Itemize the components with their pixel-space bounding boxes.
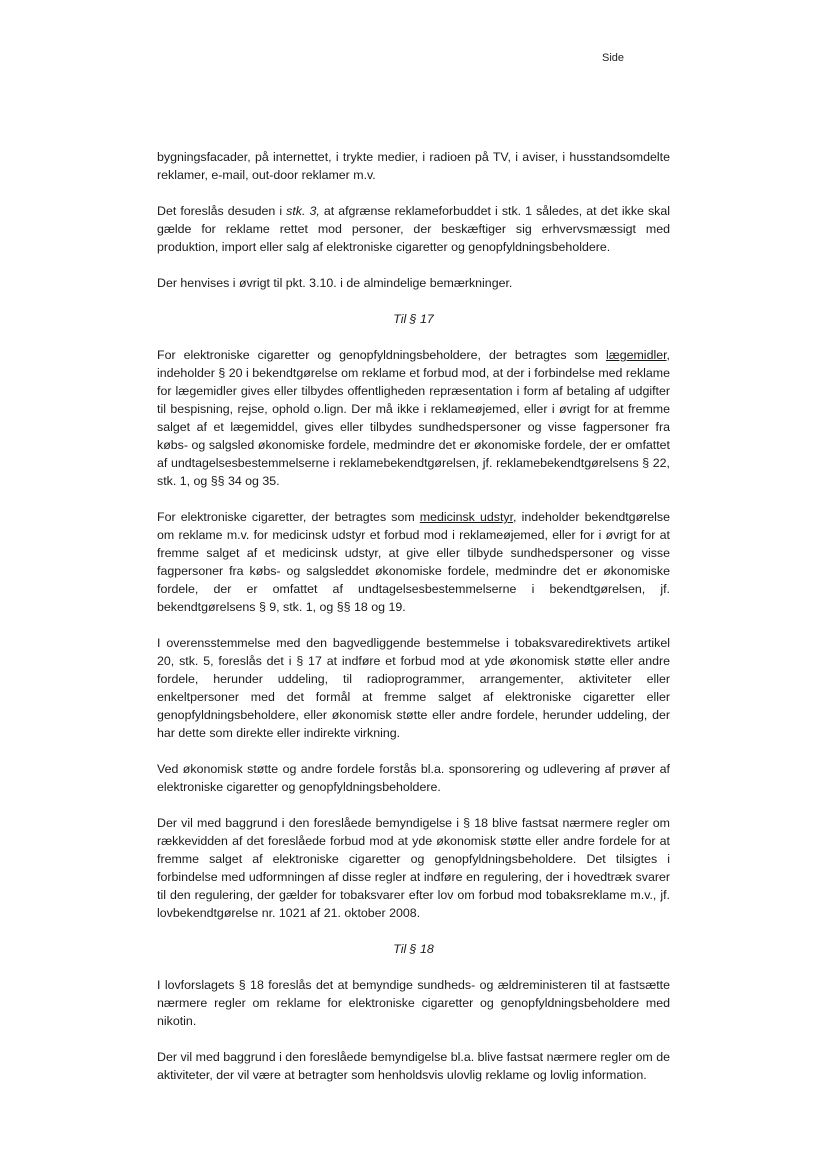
page-header-label: Side: [602, 52, 625, 64]
section-heading-17: Til § 17: [393, 312, 434, 326]
text-run: For elektroniske cigaretter, der betragtes som: [157, 510, 420, 524]
paragraph-reference: Der henvises i øvrigt til pkt. 3.10. i de almindelige bemærkninger.: [157, 276, 513, 290]
link-medicinsk-udstyr[interactable]: medicinsk udstyr: [419, 510, 514, 524]
paragraph-stk3: [157, 202, 670, 256]
paragraph-directive: I overensstemmelse med den bagvedliggende bestemmelse i tobaksvaredirektivets artikel 20, stk. 5, foreslås det i § 17 at indføre et forbud mod at yde økonomisk støtte eller andre fordele, herunder uddeling, til radioprogrammer, arrangementer, aktiviteter eller enkeltpersoner med det formål at fremme salget af elektroniske cigaretter eller genopfyldningsbeholdere, eller økonomisk støtte eller andre fordele, herunder uddeling, der har dette som direkte eller indirekte virkning.: [157, 636, 670, 740]
text-run: , indeholder § 20 i bekendtgørelse om reklame et forbud mod, at der i forbindelse med reklame for lægemidler gives eller tilbydes offentligheden repræsentation i form af betaling af udgifter til bespisning, rejse, ophold o.lign. Der må ikke i reklameøjemed, eller i øvrigt for at fremme salget af et lægemiddel, gives eller tilbydes sundhedspersoner og visse fagpersoner fra købs- og salgsled økonomiske fordele, medmindre det er økonomiske fordele, der er omfattet af undtagelsesbestemmelserne i reklamebekendtgørelsen, jf. reklamebekendtgørelsens § 22, stk. 1, og §§ 34 og 35.: [157, 348, 670, 488]
paragraph-authorization: Der vil med baggrund i den foreslåede bemyndigelse i § 18 blive fastsat nærmere regler om rækkevidden af det foreslåede forbud mod at yde økonomisk støtte eller andre fordele for at fremme salget af elektroniske cigaretter og genopfyldningsbeholdere. Det tilsigtes i forbindelse med udformningen af disse regler at indføre en regulering, der i hovedtræk svarer til den regulering, der gælder for tobaksvarer efter lov om forbud mod tobaksreklame m.v., jf. lovbekendtgørelse nr. 1021 af 21. oktober 2008.: [157, 816, 670, 920]
paragraph-activities: Der vil med baggrund i den foreslåede bemyndigelse bl.a. blive fastsat nærmere regler om de aktiviteter, der vil være at betragter som henholdsvis ulovlig reklame og lovlig information.: [157, 1050, 670, 1082]
text-run: Det foreslås desuden i: [157, 204, 287, 218]
paragraph-support-definition: Ved økonomisk støtte og andre fordele forstås bl.a. sponsorering og udlevering af prøver af elektroniske cigaretter og genopfyldningsbeholdere.: [157, 762, 670, 794]
italic-reference: stk. 3,: [286, 204, 320, 218]
text-run: For elektroniske cigaretter og genopfyldningsbeholdere, der betragtes som: [157, 348, 606, 362]
text-run: at afgrænse reklameforbuddet i stk. 1 således, at det ikke skal gælde for reklame rettet mod personer, der beskæftiger sig erhvervsmæssigt med produktion, import eller salg af elektroniske cigaretter og genopfyldningsbeholdere.: [157, 204, 671, 254]
paragraph-media-list: bygningsfacader, på internettet, i trykte medier, i radioen på TV, i aviser, i husstandsomdelte reklamer, e-mail, out-door reklamer m.v.: [157, 150, 670, 182]
paragraph-laegemidler: [157, 346, 670, 490]
document-body: [157, 148, 670, 1102]
link-laegemidler[interactable]: lægemidler: [605, 348, 667, 362]
text-run: , indeholder bekendtgørelse om reklame m.v. for medicinsk udstyr et forbud mod i reklameøjemed, eller for i øvrigt for at fremme salget af et medicinsk udstyr, at give eller tilbyde sundhedspersoner og visse fagpersoner fra købs- og salgsleddet økonomiske fordele, medmindre det er økonomiske fordele, der er omfattet af undtagelsesbestemmelserne i bekendtgørelsen, jf. bekendtgørelsens § 9, stk. 1, og §§ 18 og 19.: [157, 510, 670, 614]
section-heading-18: Til § 18: [393, 942, 434, 956]
paragraph-minister-authority: I lovforslagets § 18 foreslås det at bemyndige sundheds- og ældreministeren til at fastsætte nærmere regler om reklame for elektroniske cigaretter og genopfyldningsbeholdere med nikotin.: [157, 978, 670, 1028]
paragraph-medicinsk-udstyr: [157, 508, 670, 616]
